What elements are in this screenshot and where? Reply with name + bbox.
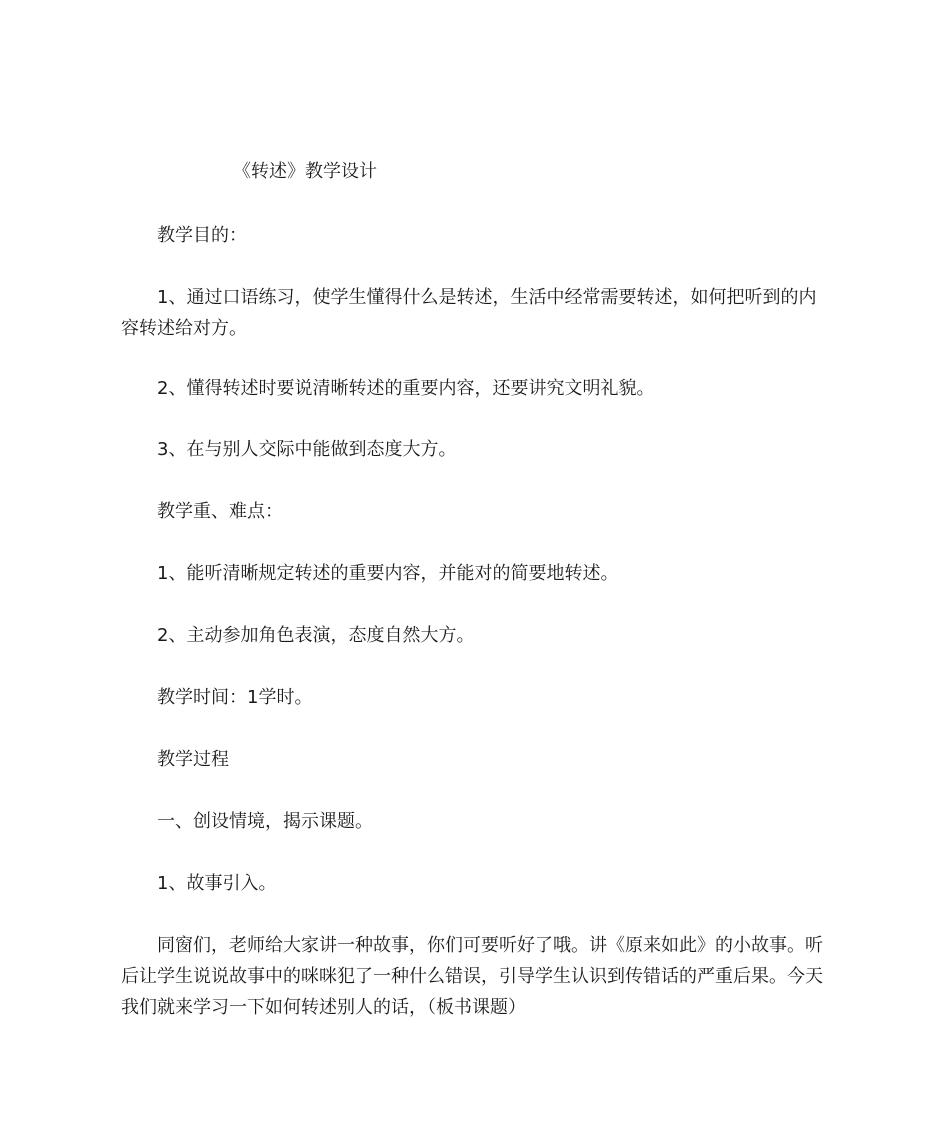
paragraph-teaching-purpose-heading: 教学目的： bbox=[157, 225, 247, 246]
document-title: 《转述》教学设计 bbox=[233, 161, 377, 182]
paragraph-story-intro: 1、故事引入。 bbox=[157, 873, 277, 894]
paragraph-key-points-heading: 教学重、难点： bbox=[157, 501, 283, 522]
paragraph-section-one: 一、创设情境，揭示课题。 bbox=[157, 811, 373, 832]
paragraph-purpose-1: 1、通过口语练习，使学生懂得什么是转述，生活中经常需要转述，如何把听到的内容转述给对方。 bbox=[121, 287, 817, 339]
paragraph-key-point-2: 2、主动参加角色表演，态度自然大方。 bbox=[157, 625, 475, 646]
paragraph-teaching-process-heading: 教学过程 bbox=[157, 749, 229, 770]
paragraph-story-body: 同窗们，老师给大家讲一种故事，你们可要听好了哦。讲《原来如此》的小故事。听后让学生说说故事中的咪咪犯了一种什么错误，引导学生认识到传错话的严重后果。今天我们就来学习一下如何转述别人的话，（板书课题） bbox=[121, 935, 823, 1018]
paragraph-purpose-3: 3、在与别人交际中能做到态度大方。 bbox=[157, 439, 457, 460]
paragraph-purpose-2: 2、懂得转述时要说清晰转述的重要内容，还要讲究文明礼貌。 bbox=[157, 378, 655, 399]
paragraph-key-point-1: 1、能听清晰规定转述的重要内容，并能对的简要地转述。 bbox=[157, 563, 619, 584]
paragraph-teaching-time: 教学时间：1学时。 bbox=[157, 687, 313, 708]
